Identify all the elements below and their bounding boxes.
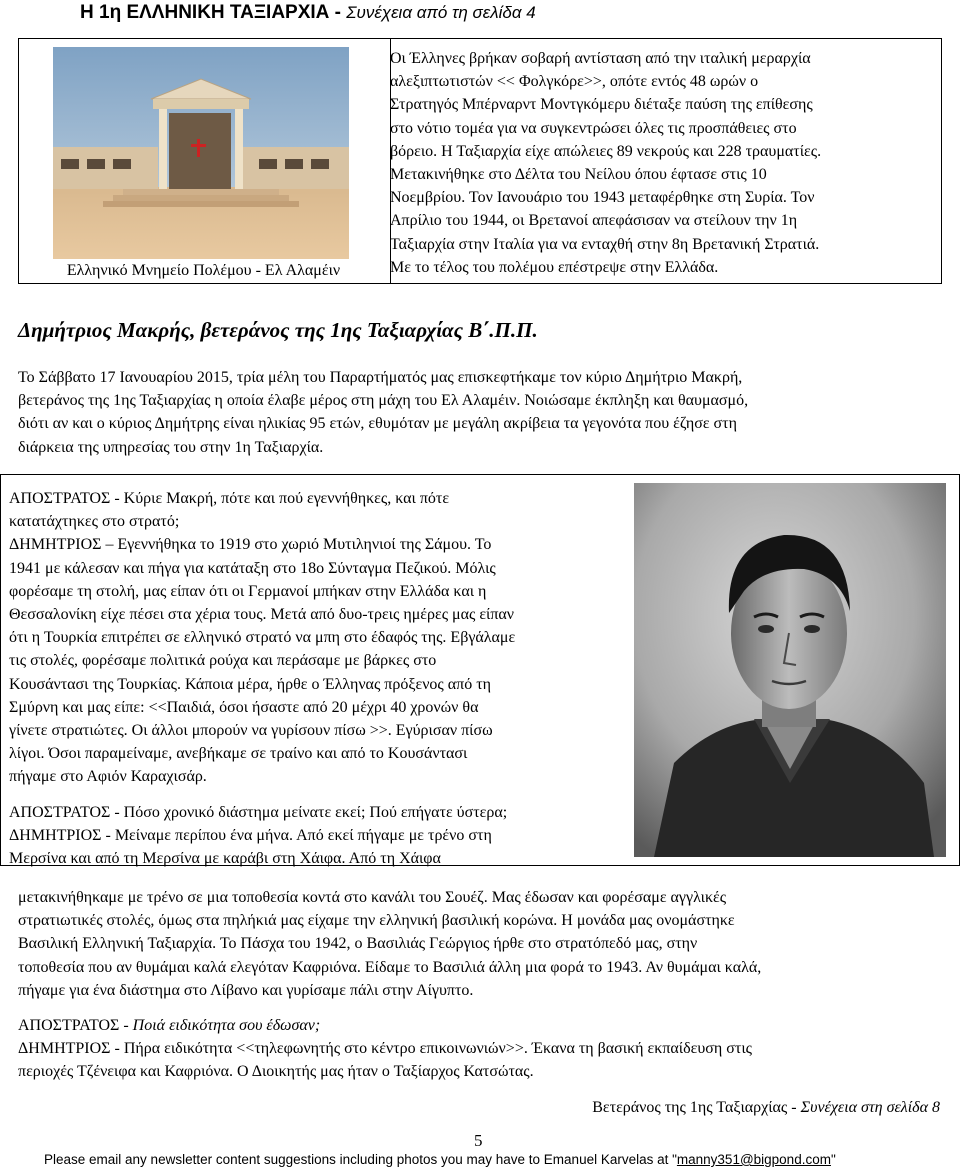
text-line: ότι η Τουρκία επιτρέπει σε ελληνικό στρατό να μπη στο έδαφός της. Εβγάλαμε <box>9 629 516 647</box>
question-text: Ποιά ειδικότητα σου έδωσαν; <box>132 1017 321 1035</box>
continuation-label: Βετεράνος της 1ης Ταξιαρχίας - <box>592 1099 801 1116</box>
heading-continuation: Συνέχεια από τη σελίδα 4 <box>346 3 536 22</box>
text-line: βετεράνος της 1ης Ταξιαρχίας η οποία έλαβε μέρος στη μάχη του Ελ Αλαμέιν. Νοιώσαμε έκπληξη και θαυμασμό, <box>18 392 749 410</box>
page-heading <box>80 2 536 24</box>
section-title: Δημήτριος Μακρής, βετεράνος της 1ης Ταξιαρχίας Β΄.Π.Π. <box>18 318 538 342</box>
text-line: λίγοι. Όσοι παραμείναμε, ανεβήκαμε σε τραίνο και από το Κουσάντασι <box>9 745 468 763</box>
continuation-page-link: Συνέχεια στη σελίδα 8 <box>800 1099 940 1116</box>
text-line: διάρκεια της υπηρεσίας του στην 1η Ταξιαρχία. <box>18 438 324 456</box>
memorial-image <box>53 47 349 259</box>
text-line: Μερσίνα και από τη Μερσίνα με καράβι στη Χάιφα. Από τη Χάιφα <box>9 850 441 868</box>
newsletter-footer <box>44 1152 836 1167</box>
text-line: στο νότιο τομέα για να συγκεντρώσει όλες τις προσπάθειες στο <box>390 119 797 137</box>
text-line: Κουσάντασι της Τουρκίας. Κάποια μέρα, ήρθε ο Έλληνας πρόξενος από τη <box>9 675 492 693</box>
intro-paragraph <box>18 366 942 459</box>
text-line: γίνετε στρατιώτες. Οι άλλοι μπορούν να γυρίσουν πίσω >>. Εγύρισαν πίσω <box>9 722 493 740</box>
paragraph-gap <box>9 789 629 801</box>
question-line <box>18 1014 948 1037</box>
text-line: ΔΗΜΗΤΡΙΟΣ – Εγεννήθηκα το 1919 στο χωριό Μυτιληνιοί της Σάμου. Το <box>9 536 492 554</box>
page-number: 5 <box>474 1131 483 1150</box>
text-line: πήγαμε στο Αφιόν Καραχισάρ. <box>9 768 207 786</box>
text-line: στρατιωτικές στολές, όμως στα πηλήκιά μας είχαμε την ελληνική βασιλική κορώνα. Η μονάδα μας ονομάστηκε <box>18 912 735 930</box>
text-line: Νοεμβρίου. Τον Ιανουάριο του 1943 μεταφέρθηκε στη Συρία. Τον <box>390 189 815 207</box>
text-line: πήγαμε για ένα διάστημα στο Λίβανο και γυρίσαμε πάλι στην Αίγυπτο. <box>18 981 474 999</box>
text-line: κατατάχτηκες στο στρατό; <box>9 513 180 531</box>
interview-text <box>9 487 629 870</box>
text-line: Θεσσαλονίκη είχε πέσει στα χέρια τους. Μετά από δυο-τρεις ημέρες μας είπαν <box>9 606 515 624</box>
text-line: περιοχές Τζένειφα και Καφριόνα. Ο Διοικητής μας ήταν ο Ταξίαρχος Κατσώτας. <box>18 1063 534 1081</box>
email-link[interactable]: manny351@bigpond.com <box>676 1152 831 1167</box>
text-line: ΑΠΟΣΤΡΑΤΟΣ - Πόσο χρονικό διάστημα μείνατε εκεί; Πού επήγατε ύστερα; <box>9 803 508 821</box>
memorial-caption: Ελληνικό Μνημείο Πολέμου - Ελ Αλαμέιν <box>66 262 341 279</box>
text-line: ΔΗΜΗΤΡΙΟΣ - Πήρα ειδικότητα <<τηλεφωνητής στο κέντρο επικοινωνιών>>. Έκανα τη βασική εκπαίδευση στις <box>18 1040 752 1058</box>
paragraph-gap <box>18 1002 948 1014</box>
question-label: ΑΠΟΣΤΡΑΤΟΣ - <box>18 1017 133 1035</box>
text-line: 1941 με κάλεσαν και πήγα για κατάταξη στο 18ο Σύνταγμα Πεζικού. Μόλις <box>9 559 496 577</box>
text-line: αλεξιπτωτιστών << Φολγκόρε>>, οπότε εντός 48 ωρών ο <box>390 73 759 91</box>
text-line: Βασιλική Ελληνική Ταξιαρχία. Το Πάσχα του 1942, ο Βασιλιάς Γεώργιος ήρθε στο στρατόπεδό μας, στην <box>18 935 698 953</box>
continuation-note <box>592 1099 940 1117</box>
text-line: Στρατηγός Μπέρναρντ Μοντγκόμερυ διέταξε παύση της επίθεσης <box>390 96 813 114</box>
text-line: μετακινήθηκαμε με τρένο σε μια τοποθεσία κοντά στο κανάλι του Σουέζ. Μας έδωσαν και φορέσαμε αγγλικές <box>18 889 727 906</box>
footer-close: " <box>830 1152 836 1167</box>
memorial-box <box>18 38 942 284</box>
text-line: Σμύρνη και μας είπε: <<Παιδιά, όσοι ήσαστε από 20 μέχρι 40 χρονών θα <box>9 698 479 716</box>
text-line: τις στολές, φορέσαμε πολιτικά ρούχα και περάσαμε με βάρκες στο <box>9 652 437 670</box>
interview-box <box>0 474 960 866</box>
memorial-text <box>390 47 930 279</box>
footer-text: Please email any newsletter content suggestions including photos you may have to Emanuel Karvelas at " <box>44 1152 677 1167</box>
text-line: Απρίλιο του 1944, οι Βρετανοί απεφάσισαν να στείλουν την 1η <box>390 212 798 230</box>
text-line: διότι αν και ο κύριος Δημήτρης είναι ηλικίας 95 ετών, εθυμόταν με μεγάλη ακρίβεια τα γεγονότα που έζησε στη <box>18 415 737 433</box>
veteran-portrait <box>634 483 946 857</box>
memorial-photo <box>53 47 349 259</box>
text-line: Μετακινήθηκε στο Δέλτα του Νείλου όπου έφτασε στις 10 <box>390 166 767 184</box>
text-line: ΑΠΟΣΤΡΑΤΟΣ - Κύριε Μακρή, πότε και πού εγεννήθηκες, και πότε <box>9 490 450 507</box>
text-line: Με το τέλος του πολέμου επέστρεψε στην Ελλάδα. <box>390 258 719 276</box>
text-line: Το Σάββατο 17 Ιανουαρίου 2015, τρία μέλη του Παραρτήματός μας επισκεφτήκαμε τον κύριο Δημήτριο Μακρή, <box>18 369 743 386</box>
heading-title: Η 1η ΕΛΛΗΝΙΚΗ ΤΑΞΙΑΡΧΙΑ - <box>80 2 347 23</box>
text-line: ΔΗΜΗΤΡΙΟΣ - Μείναμε περίπου ένα μήνα. Από εκεί πήγαμε με τρένο στη <box>9 826 492 844</box>
continued-text <box>18 886 948 1084</box>
text-line: βόρειο. Η Ταξιαρχία είχε απώλειες 89 νεκρούς και 228 τραυματίες. <box>390 142 822 160</box>
text-line: φορέσαμε τη στολή, μας είπαν ότι οι Γερμανοί μπήκαν στην Ελλάδα και η <box>9 582 487 600</box>
text-line: Ταξιαρχία στην Ιταλία για να ενταχθή στην 8η Βρετανική Στρατιά. <box>390 235 820 253</box>
text-line: Οι Έλληνες βρήκαν σοβαρή αντίσταση από την ιταλική μεραρχία <box>390 50 811 67</box>
text-line: τοποθεσία που αν θυμάμαι καλά ελεγόταν Καφριόνα. Είδαμε το Βασιλιά άλλη μια φορά το 1943. Αν θυμάμαι καλά, <box>18 958 762 976</box>
portrait-image <box>634 483 946 857</box>
